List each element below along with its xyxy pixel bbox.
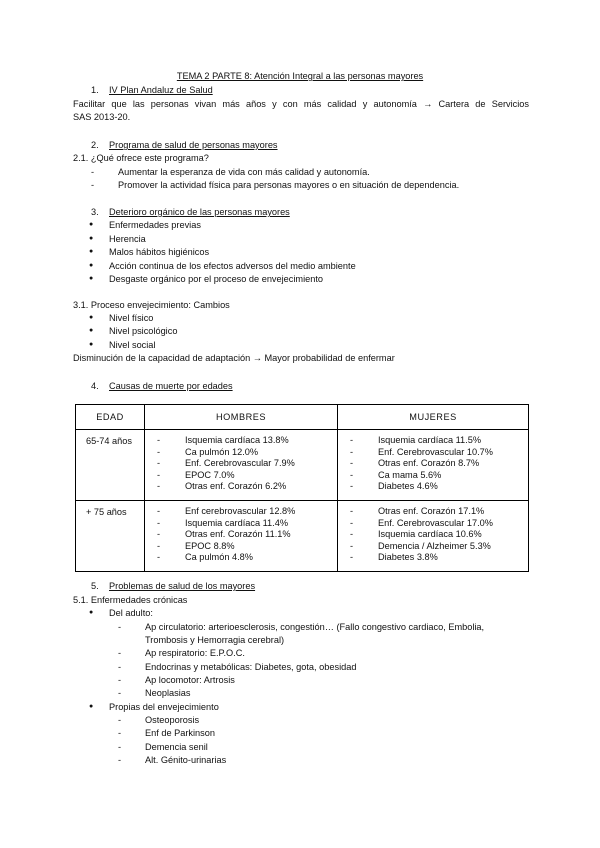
list-item: - Enf. Cerebrovascular 10.7%	[378, 447, 528, 459]
section-4-number: 4.	[91, 381, 99, 391]
men-cell	[145, 500, 338, 571]
section-2-subheading: 2.1. ¿Qué ofrece este programa?	[73, 153, 209, 163]
list-item: - Diabetes 3.8%	[378, 552, 528, 564]
men-cell	[145, 430, 338, 501]
section-3-conclusion: Disminución de la capacidad de adaptación → Mayor probabilidad de enfermar	[73, 353, 395, 363]
list-item: ● Nivel psicológico	[109, 325, 177, 337]
section-2-heading: Programa de salud de personas mayores	[109, 140, 278, 150]
list-item: - Diabetes 4.6%	[378, 481, 528, 493]
table-header-row	[76, 405, 529, 430]
list-item: - Isquemia cardíaca 11.5%	[378, 435, 528, 447]
women-cell	[338, 430, 529, 501]
list-item: - Demencia senil	[145, 741, 208, 753]
list-item: - Enf cerebrovascular 12.8%	[185, 506, 337, 518]
list-item: - Isquemia cardíaca 13.8%	[185, 435, 337, 447]
table-row	[76, 500, 529, 571]
section-3-subheading: 3.1. Proceso envejecimiento: Cambios	[73, 300, 230, 310]
document-title: TEMA 2 PARTE 8: Atención Integral a las personas mayores	[176, 71, 424, 81]
section-3-heading: Deterioro orgánico de las personas mayores	[109, 207, 290, 217]
list-item: - Isquemia cardíaca 11.4%	[185, 518, 337, 530]
list-item: ● Nivel físico	[109, 312, 153, 324]
list-item: - EPOC 7.0%	[185, 470, 337, 482]
adult-category: ● Del adulto:	[109, 607, 153, 619]
table-row	[76, 430, 529, 501]
list-item: - Ap respiratorio: E.P.O.C.	[145, 647, 245, 659]
section-1-heading: IV Plan Andaluz de Salud	[109, 85, 213, 95]
list-item: - Otras enf. Corazón 17.1%	[378, 506, 528, 518]
list-item: - Osteoporosis	[145, 714, 199, 726]
age-cell: + 75 años	[76, 500, 145, 571]
list-item: - Enf. Cerebrovascular 17.0%	[378, 518, 528, 530]
column-header-hombres: HOMBRES	[145, 405, 338, 430]
list-item: - Demencia / Alzheimer 5.3%	[378, 541, 528, 553]
age-cell: 65-74 años	[76, 430, 145, 501]
section-1-text-line1: Facilitar que las personas vivan más años y con más calidad y autonomía → Cartera de Servicios	[73, 99, 529, 109]
list-item: - Otras enf. Corazón 11.1%	[185, 529, 337, 541]
list-item: - Otras enf. Corazón 6.2%	[185, 481, 337, 493]
section-1-text-line2: SAS 2013-20.	[73, 112, 131, 122]
list-item: - Ap locomotor: Artrosis	[145, 674, 235, 686]
section-1-number: 1.	[91, 85, 99, 95]
section-4-heading: Causas de muerte por edades	[109, 381, 233, 391]
women-cell	[338, 500, 529, 571]
list-item: - Ca pulmón 4.8%	[185, 552, 337, 564]
list-item: - Neoplasias	[145, 687, 190, 699]
column-header-edad: EDAD	[76, 405, 145, 430]
list-item: - Aumentar la esperanza de vida con más calidad y autonomía.	[118, 166, 370, 178]
section-5-subheading: 5.1. Enfermedades crónicas	[73, 595, 188, 605]
list-item: - Ap circulatorio: arterioesclerosis, congestión… (Fallo congestivo cardiaco, Embolia,	[145, 621, 484, 633]
mortality-table	[75, 404, 529, 572]
list-item: ● Desgaste orgánico por el proceso de envejecimiento	[109, 273, 323, 285]
list-item: - EPOC 8.8%	[185, 541, 337, 553]
list-item: ● Nivel social	[109, 339, 155, 351]
section-5-heading: Problemas de salud de los mayores	[109, 581, 256, 591]
list-item-continuation: Trombosis y Hemorragia cerebral)	[145, 635, 285, 645]
column-header-mujeres: MUJERES	[338, 405, 529, 430]
list-item: ● Malos hábitos higiénicos	[109, 246, 209, 258]
section-5-number: 5.	[91, 581, 99, 591]
list-item: - Isquemia cardíaca 10.6%	[378, 529, 528, 541]
list-item: - Alt. Génito-urinarias	[145, 754, 226, 766]
list-item: ● Enfermedades previas	[109, 219, 201, 231]
list-item: - Ca pulmón 12.0%	[185, 447, 337, 459]
list-item: - Enf. Cerebrovascular 7.9%	[185, 458, 337, 470]
list-item: - Ca mama 5.6%	[378, 470, 528, 482]
section-3-number: 3.	[91, 207, 99, 217]
list-item: - Otras enf. Corazón 8.7%	[378, 458, 528, 470]
list-item: - Enf de Parkinson	[145, 727, 215, 739]
list-item: ● Acción continua de los efectos adversos del medio ambiente	[109, 260, 356, 272]
aging-category: ● Propias del envejecimiento	[109, 701, 219, 713]
section-2-number: 2.	[91, 140, 99, 150]
list-item: ● Herencia	[109, 233, 146, 245]
list-item: - Promover la actividad física para personas mayores o en situación de dependencia.	[118, 179, 459, 191]
list-item: - Endocrinas y metabólicas: Diabetes, gota, obesidad	[145, 661, 356, 673]
